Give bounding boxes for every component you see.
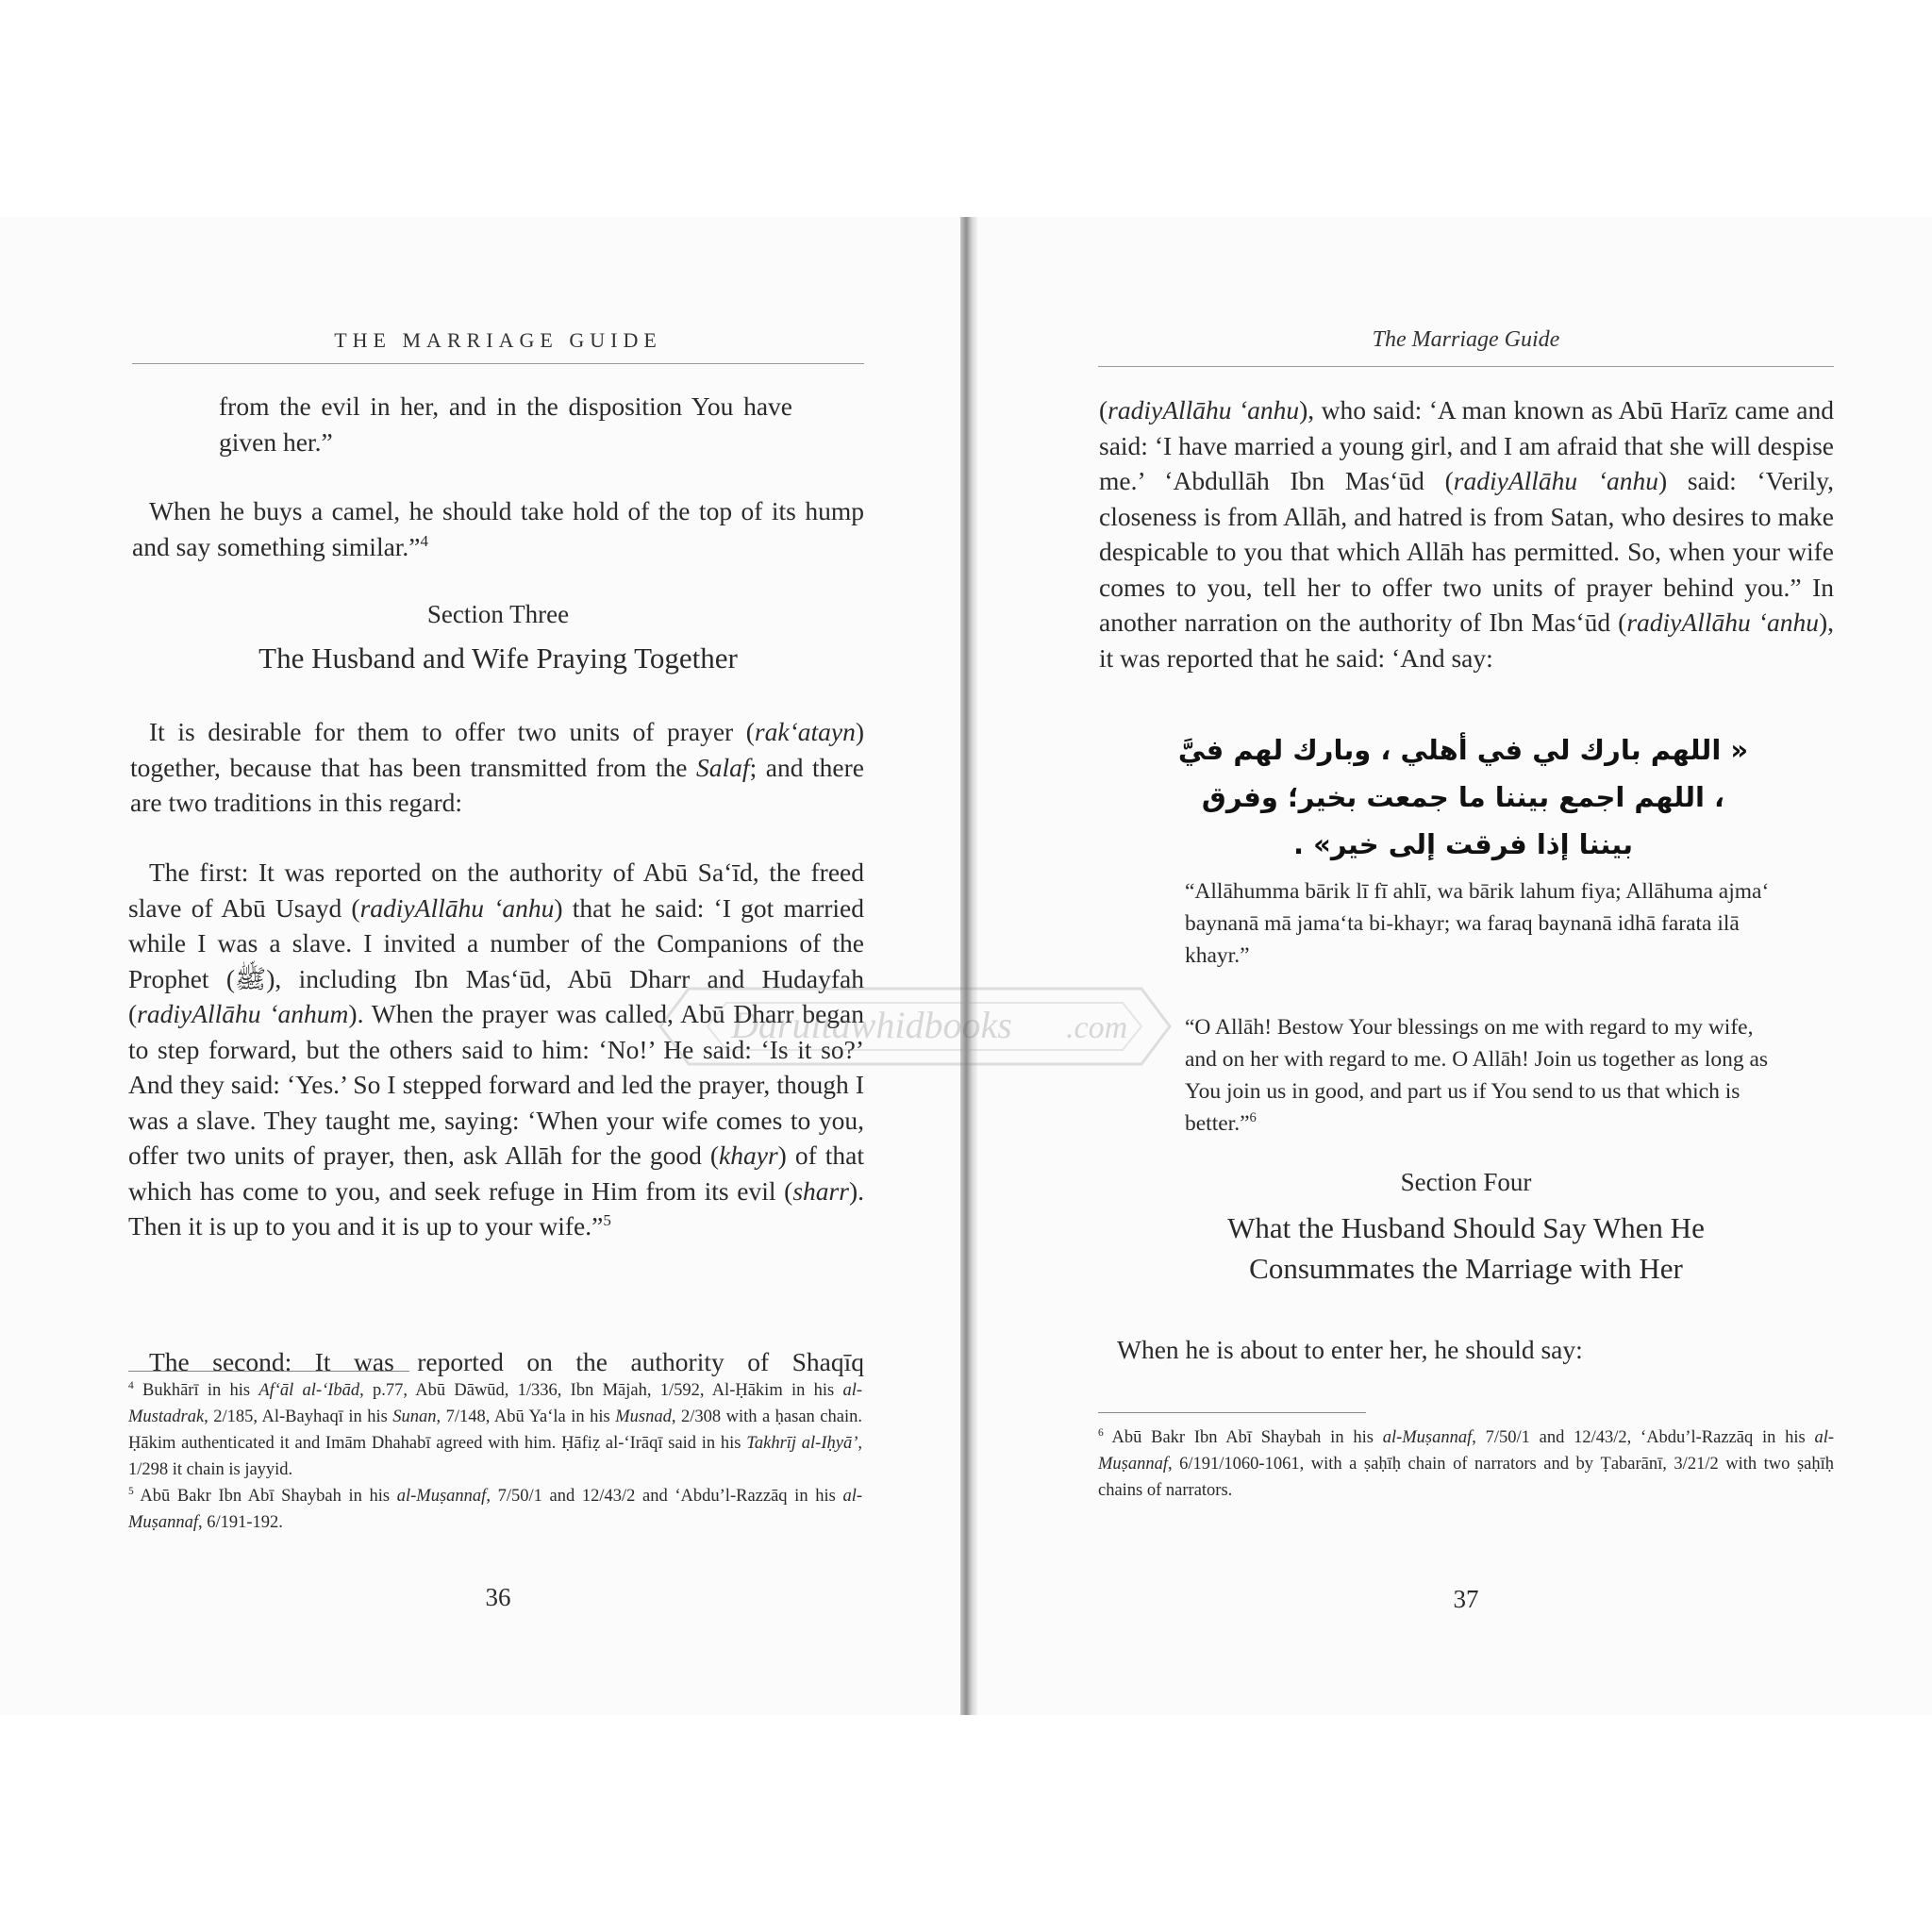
continued-paragraph: from the evil in her, and in the disposition You have given her.” <box>219 391 792 457</box>
running-head: The Marriage Guide <box>1372 327 1560 352</box>
running-head: THE MARRIAGE GUIDE <box>334 328 662 352</box>
arabic-supplication: « اللهم بارك لي في أهلي ، وبارك لهم فيَّ ، اللهم اجمع بيننا ما جمعت بخير؛ وفرق بيننا إذا فرقت إلى خير» . <box>1177 734 1749 860</box>
header-rule <box>132 363 864 364</box>
section-label: Section Three <box>426 600 570 628</box>
footnote-4: $^4$ Bukhārī in his Af‘āl al-‘Ibād, p.77, Abū Dāwūd, 1/336, Ibn Mājah, 1/592, Al-Ḥākim in his al-Mustadrak, 2/185, Al-Bayhaqī in his Sunan, 7/148, Abū Ya‘la in his Musnad, 2/308 with a ḥasan chain. Ḥākim authenticated it and Imām Dhahabī agreed with him. Ḥāfiẓ al-‘Irāqī said in his Takhrīj al-Iḥyā’, 1/298 it chain is jayyid. <box>128 1379 862 1479</box>
transliteration: “Allāhumma bārik lī fī ahlī, wa bārik lahum fiya; Allāhuma ajma‘ baynanā mā jama‘ta bi-khayr; wa faraq baynanā idhā farata ilā khayr.” <box>1185 879 1770 968</box>
paragraph-desirable: It is desirable for them to offer two units of prayer (rak‘atayn) together, because that has been transmitted from the Salaf; and there are two traditions in this regard: <box>130 717 865 817</box>
footnote-6: $^6$ Abū Bakr Ibn Abī Shaybah in his al-Muṣannaf, 7/50/1 and 12/43/2, ‘Abdu’l-Razzāq in his al-Muṣannaf, 6/191/1060-1061, with a ṣaḥīḥ chain of narrators and by Ṭabarānī, 3/21/2 with two ṣaḥīḥ chains of narrators. <box>1098 1426 1835 1500</box>
section-label: Section Four <box>1400 1168 1532 1196</box>
section-title: What the Husband Should Say When He Consummates the Marriage with Her <box>1227 1211 1705 1285</box>
footnote-rule <box>1098 1412 1366 1413</box>
footnotes <box>1098 1424 1834 1504</box>
watermark-suffix: .com <box>1066 1010 1128 1045</box>
footnote-ref-6: 6 <box>1249 1110 1257 1126</box>
header-rule <box>1098 366 1834 367</box>
footnotes <box>128 1377 862 1536</box>
watermark-text: Darultawhidbooks <box>731 1004 1012 1046</box>
page-number: 37 <box>1453 1585 1479 1613</box>
paragraph-camel: When he buys a camel, he should take hold of the top of its hump and say something similar.”$^4$ <box>132 496 864 561</box>
paragraph-second-tradition: The second: It was reported on the authority of Shaqīq <box>149 1347 864 1376</box>
section-title: The Husband and Wife Praying Together <box>258 641 738 675</box>
footnote-5: $^5$ Abū Bakr Ibn Abī Shaybah in his al-Muṣannaf, 7/50/1 and 12/43/2 and ‘Abdu’l-Razzāq in his al-Muṣannaf, 6/191-192. <box>128 1485 862 1532</box>
footnote-rule <box>128 1371 409 1372</box>
watermark-logo <box>651 960 1179 1092</box>
paragraph-first-tradition: The first: It was reported on the authority of Abū Sa‘īd, the freed slave of Abū Usayd (radiyAllāhu ‘anhu) that he said: ‘I got married while I was a slave. I invited a number of the Companions of the Prophet (ﷺ), including Ibn Mas‘ūd, Abū Dharr and Hudayfah (radiyAllāhu ‘anhum). When the prayer was called, Abū Dharr began to step forward, but the others said to him: ‘No!’ He said: ‘Is it so?’ And they said: ‘Yes.’ So I stepped forward and led the prayer, though I was a slave. They taught me, saying: ‘When your wife comes to you, offer two units of prayer, then, ask Allāh for the good (khayr) of that which has come to you, and seek refuge in Him from its evil (sharr). Then it is up to you and it is up to your wife.”$^5$ <box>128 858 864 1241</box>
page-number: 36 <box>485 1583 511 1611</box>
footnote-ref-5: 5 <box>603 1210 611 1229</box>
paragraph-enter: When he is about to enter her, he should say: <box>1117 1335 1583 1364</box>
footnote-ref-4: 4 <box>420 531 429 550</box>
paragraph-continued: (radiyAllāhu ‘anhu), who said: ‘A man known as Abū Harīz came and said: ‘I have married a young girl, and I am afraid that she will despise me.’ ‘Abdullāh Ibn Mas‘ūd (radiyAllāhu ‘anhu) said: ‘Verily, closeness is from Allāh, and hatred is from Satan, who desires to make despicable to you that which Allāh has permitted. So, when your wife comes to you, tell her to offer two units of prayer behind you.” In another narration on the authority of Ibn Mas‘ūd (radiyAllāhu ‘anhu), it was reported that he said: ‘And say: <box>1099 395 1834 673</box>
translation: “O Allāh! Bestow Your blessings on me with regard to my wife, and on her with regard to me. O Allāh! Join us together as long as You join us in good, and part us if You send to us that which is better.”$^6$ <box>1185 1015 1769 1136</box>
